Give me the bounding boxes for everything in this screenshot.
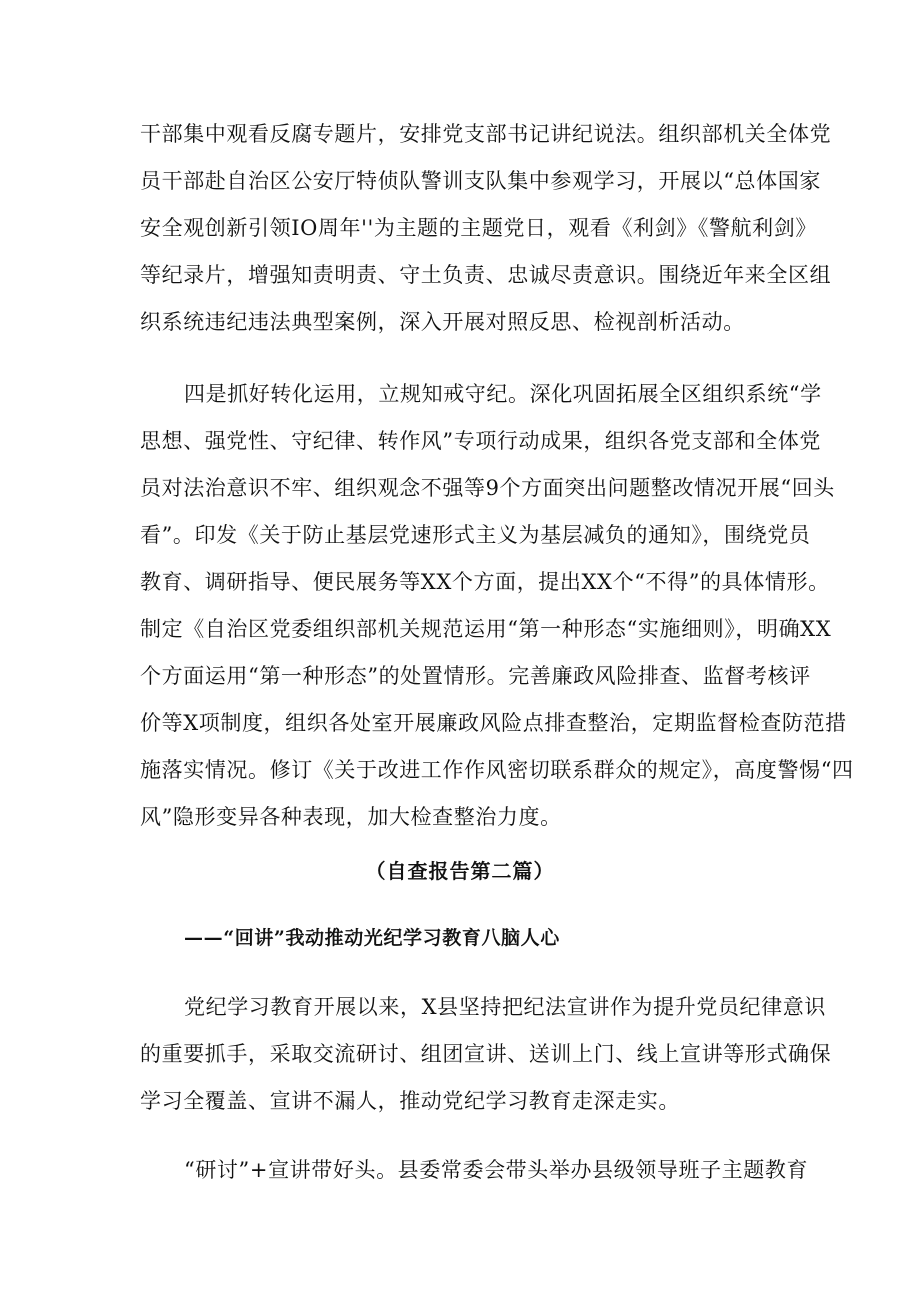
paragraph-2-line: 看”。印发《关于防止基层党速形式主义为基层减负的通知》，围绕党员 xyxy=(140,523,811,547)
paragraph-2-line: 教育、调研指导、便民展务等XX个方面，提出XX个“不得”的具体情形。 xyxy=(140,570,830,594)
paragraph-2-line: 风”隐形变异各种表现，加大检查整治力度。 xyxy=(140,805,562,829)
paragraph-2-line: 个方面运用“第一种形态”的处置情形。完善廉政风险排查、监督考核评 xyxy=(140,664,811,688)
paragraph-2-line: 价等X项制度，组织各处室开展廉政风险点排查整治，定期监督检查防范措 xyxy=(140,711,847,735)
paragraph-3-line: 党纪学习教育开展以来，X县坚持把纪法宣讲作为提升党员纪律意识 xyxy=(184,995,826,1019)
paragraph-2-line: 施落实情况。修订《关于改进工作作风密切联系群众的规定》，高度警惕“四 xyxy=(140,758,854,782)
paragraph-4-line: “研讨”+宣讲带好头。县委常委会带头举办县级领导班子主题教育 xyxy=(184,1158,809,1182)
paragraph-1-line: 员干部赴自治区公安厅特侦队警训支队集中参观学习，开展以“总体国家 xyxy=(140,169,821,193)
paragraph-2-line: 制定《自治区党委组织部机关规范运用“第一种形态“实施细则》，明确XX xyxy=(140,617,832,641)
paragraph-1-line: 安全观创新引领IO周年''为主题的主题党日，观看《利剑》《警航利剑》 xyxy=(140,216,817,240)
section-subheading: ——“回讲”我动推动光纪学习教育八脑人心 xyxy=(184,927,560,949)
paragraph-1-line: 织系统违纪违法典型案例，深入开展对照反思、检视剖析活动。 xyxy=(140,310,745,334)
paragraph-1-line: 干部集中观看反腐专题片，安排党支部书记讲纪说法。组织部机关全体党 xyxy=(140,122,832,146)
paragraph-2-line: 四是抓好转化运用，立规知戒守纪。深化巩固拓展全区组织系统“学 xyxy=(184,382,822,406)
paragraph-3-line: 学习全覆盖、宣讲不漏人，推动党纪学习教育走深走实。 xyxy=(140,1089,680,1113)
paragraph-3-line: 的重要抓手，采取交流研讨、组团宣讲、送训上门、线上宣讲等形式确保 xyxy=(140,1042,832,1066)
paragraph-2-line: 员对法治意识不牢、组织观念不强等9个方面突出问题整改情况开展“回头 xyxy=(140,476,835,500)
paragraph-2-line: 思想、强党性、守纪律、转作风”专项行动成果，组织各党支部和全体党 xyxy=(140,429,821,453)
section-heading: （自查报告第二篇） xyxy=(365,859,555,883)
paragraph-1-line: 等纪录片，增强知责明责、守土负责、忠诚尽责意识。围绕近年来全区组 xyxy=(140,263,832,287)
